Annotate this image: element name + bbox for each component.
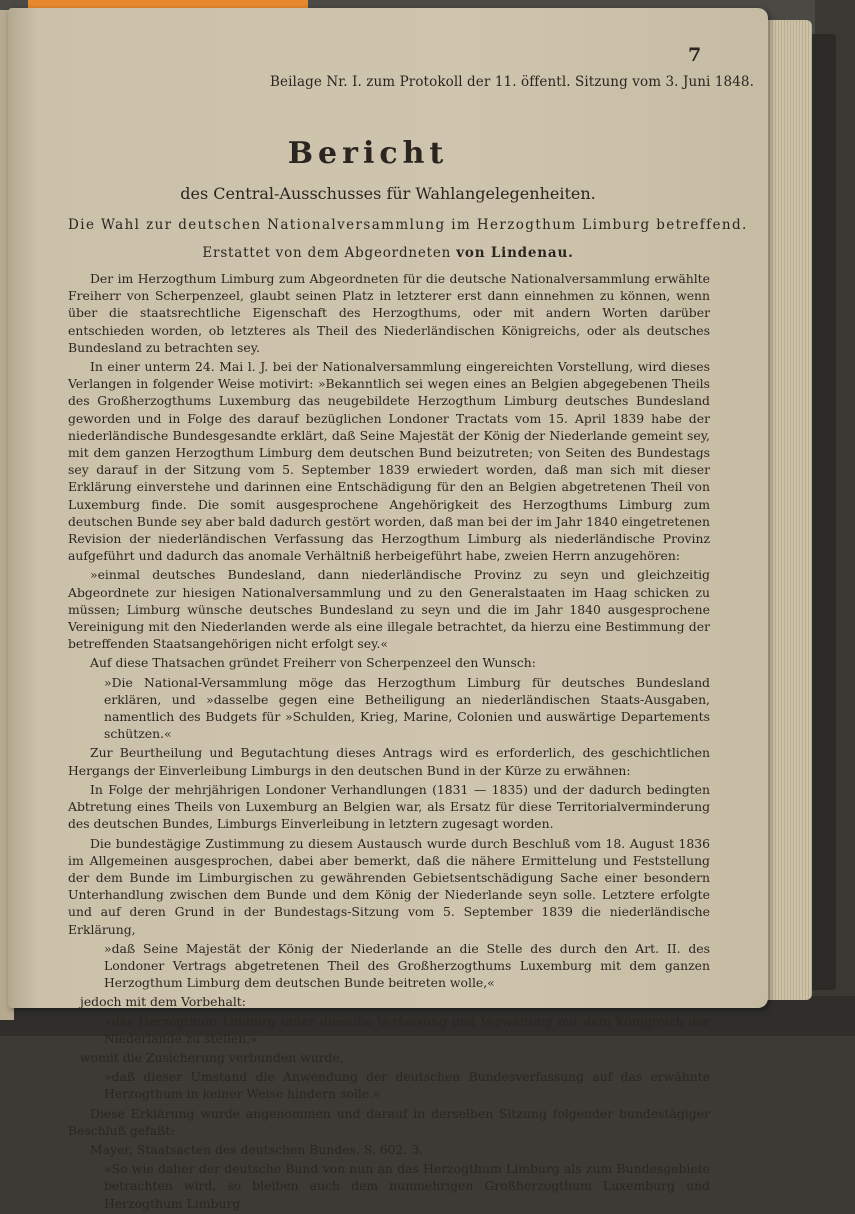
body-text (68, 270, 710, 1214)
document-subject: Die Wahl zur deutschen Nationalversammlung im Herzogthum Limburg betreffend. (68, 217, 748, 233)
document-title: Bericht (287, 136, 449, 171)
author-name: von Lindenau. (456, 245, 574, 261)
quoted-paragraph: »daß Seine Majestät der König der Niederlande an die Stelle des durch den Art. II. des Londoner Vertrags abgetretenen Theil des Großherzogthums Luxemburg mit dem ganzen Herzogthum Limburg dem deutschen Bunde beitreten wolle,« (104, 940, 710, 991)
paragraph: In Folge der mehrjährigen Londoner Verhandlungen (1831 — 1835) und der dadurch bedingten Abtretung eines Theils von Luxemburg an Belgien war, als Ersatz für diese Territorialverminderung des deutschen Bundes, Limburgs Einverleibung in letztern zugesagt worden. (68, 781, 710, 832)
citation: Mayer, Staatsacten des deutschen Bundes. S. 602. 3. (90, 1141, 424, 1157)
paragraph: Der im Herzogthum Limburg zum Abgeordneten für die deutsche Nationalversammlung erwählte Freiherr von Scherpenzeel, glaubt seinen Platz in letzterer erst dann einnehmen zu können, wenn über die staatsrechtliche Eigenschaft des Herzogthums, oder mit andern Worten darüber entschieden worden, ob letzteres als Theil des Niederländischen Königreichs, oder als deutsches Bundesland zu betrachten sey. (68, 271, 710, 355)
book-page (8, 8, 768, 1211)
paragraph: womit die Zusicherung verbunden wurde, (80, 1049, 344, 1065)
document-subtitle: des Central-Ausschusses für Wahlangelegenheiten. (180, 184, 596, 203)
author-line (8, 245, 748, 261)
quoted-paragraph: »einmal deutsches Bundesland, dann niederländische Provinz zu seyn und gleichzeitig Abgeordnete zur hiesigen Nationalversammlung und zu den Generalstaaten im Haag schicken zu müssen; Limburg wünsche deutsches Bundesland zu seyn und die im Jahr 1840 ausgesprochene Vereinigung mit den Niederlanden werde als eine illegale betrachtet, da hierzu eine Bestimmung der betreffenden Staatsangehörigen nicht erfolgt sey.« (68, 567, 710, 652)
paragraph: Die bundestägige Zustimmung zu diesem Austausch wurde durch Beschluß vom 18. August 1836 im Allgemeinen ausgesprochen, dabei aber bemerkt, daß die nähere Ermittelung und Feststellung der dem Bunde im Limburgischen zu gewährenden Gebietsentschädigung Sache einer besondern Unterhandlung zwischen dem Bunde und dem König der Niederlande seyn solle. Letztere erfolgte und auf deren Grund in der Bundestags-Sitzung vom 5. September 1839 die niederländische Erklärung, (68, 835, 710, 937)
author-prefix: Erstattet von dem Abgeordneten (202, 245, 452, 261)
paragraph: Diese Erklärung wurde angenommen und darauf in derselben Sitzung folgender bundestägiger Beschluß gefaßt: (68, 1105, 710, 1138)
paragraph: Zur Beurtheilung und Begutachtung dieses Antrags wird es erforderlich, des geschichtlichen Hergangs der Einverleibung Limburgs in den deutschen Bund in der Kürze zu erwähnen: (68, 745, 710, 778)
running-header: Beilage Nr. I. zum Protokoll der 11. öffentl. Sitzung vom 3. Juni 1848. (270, 74, 755, 90)
quoted-paragraph: »das Herzogthum Limburg unter dieselbe Verfassung und Verwaltung mit dem Königreich der Niederlande zu stellen,« (104, 1013, 710, 1046)
page-number: 7 (688, 44, 702, 66)
paragraph: jedoch mit dem Vorbehalt: (80, 994, 246, 1010)
paragraph: In einer unterm 24. Mai l. J. bei der Nationalversammlung eingereichten Vorstellung, wird dieses Verlangen in folgender Weise motivirt: »Bekanntlich sei wegen eines an Belgien abgegebenen Theils des Großherzogthums Luxemburg das neugebildete Herzogthum Limburg deutsches Bundesland geworden und in Folge des darauf bezüglichen Londoner Tractats vom 15. April 1839 habe der niederländische Bundesgesandte erklärt, daß Seine Majestät der König der Niederlande gemeint sey, mit dem ganzen Herzogthum Limburg dem deutschen Bund beizutreten; von Seiten des Bundestags sey darauf in der Sitzung vom 5. September 1839 erwiedert worden, daß man sich mit dieser Erklärung einverstehe und darinnen eine Entschädigung für den an Belgien abgetretenen Theil von Luxemburg finde. Die somit ausgesprochene Angehörigkeit des Herzogthums Limburg zum deutschen Bunde sey aber bald dadurch gestört worden, daß man bei der im Jahr 1840 eingetretenen Revision der niederländischen Verfassung das Herzogthum Limburg als niederländische Provinz aufgeführt und dadurch das anomale Verhältniß herbeigeführt habe, zweien Herrn anzugehören: (68, 359, 710, 564)
quoted-paragraph: »So wie daher der deutsche Bund von nun an das Herzogthum Limburg als zum Bundesgebiete betrachten wird, so bleiben auch dem nunmehrigen Großherzogthum Luxemburg und Herzogthum Limburg (104, 1161, 710, 1211)
quoted-paragraph: »Die National-Versammlung möge das Herzogthum Limburg für deutsches Bundesland erklären, und »dasselbe gegen eine Betheiligung an niederländischen Staats-Ausgaben, namentlich des Budgets für »Schulden, Krieg, Marine, Colonien und auswärtige Departements schützen.« (104, 674, 710, 742)
quoted-paragraph: »daß dieser Umstand die Anwendung der deutschen Bundesverfassung auf das erwähnte Herzogthum in keiner Weise hindern solle.« (104, 1069, 710, 1102)
paragraph: Auf diese Thatsachen gründet Freiherr von Scherpenzeel den Wunsch: (90, 655, 536, 671)
